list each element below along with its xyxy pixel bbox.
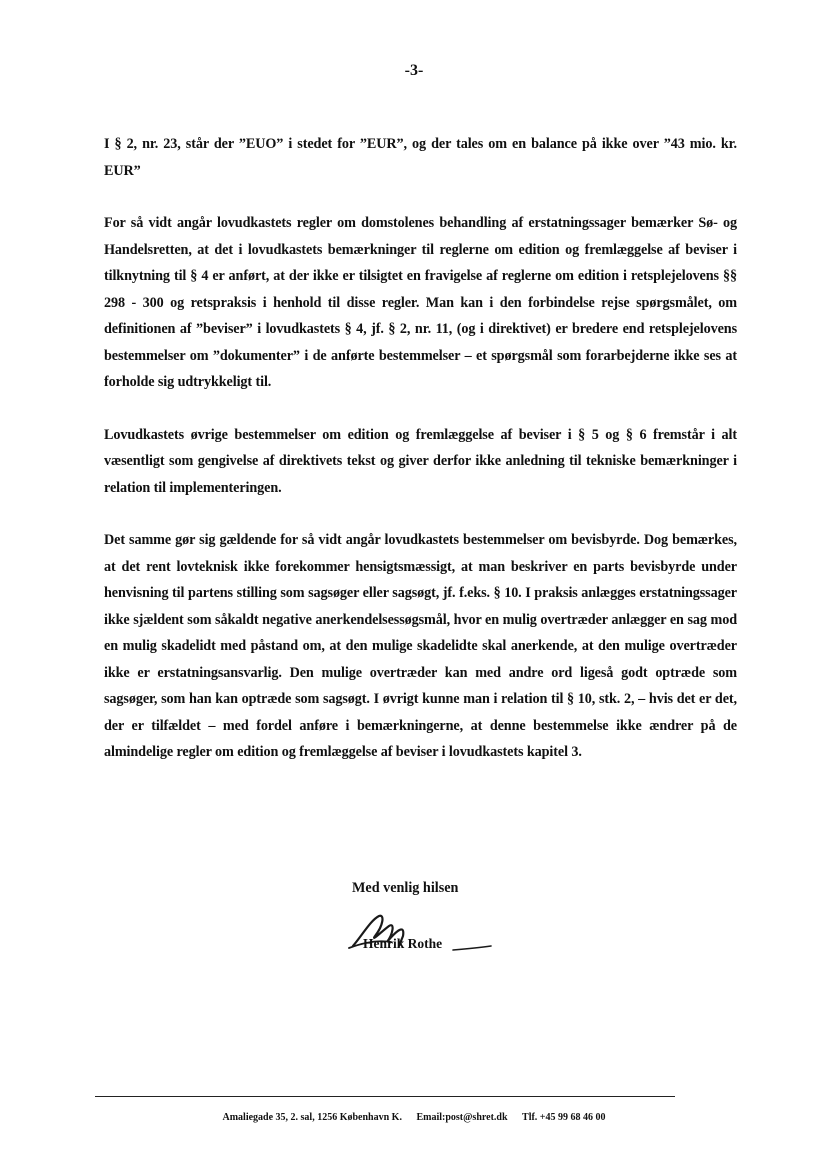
- footer-contact: [0, 1112, 828, 1123]
- footer-email: Email:post@shret.dk: [416, 1112, 508, 1123]
- signature-block: [345, 912, 495, 962]
- page-number: -3-: [404, 62, 424, 79]
- paragraph-4: Det samme gør sig gældende for så vidt angår lovudkastets bestemmelser om bevisbyrde. Dog bemærkes, at det rent lovteknisk ikke forekommer hensigtsmæssigt, at man beskriver en parts bevisbyrde under henvisning til partens stilling som sagsøger eller sagsøgt, jf. f.eks. § 10. I praksis anlægges erstatningssager ikke sjældent som såkaldt negative anerkendelsessøgsmål, hvor en mulig overtræder anlægger en sag mod en mulig skadelidt med påstand om, at den mulige skadelidte skal anerkende, at den mulige overtræder ikke er erstatningsansvarlig. Den mulige overtræder kan med andre ord ligeså godt optræde som sagsøger, som han kan optræde som sagsøgt. I øvrigt kunne man i relation til § 10, stk. 2, – hvis det er det, der er tilfældet – med fordel anføre i bemærkningerne, at denne bestemmelse ikke ændrer på de almindelige regler om edition og fremlæggelse af beviser i lovudkastets kapitel 3.: [104, 532, 737, 760]
- closing-greeting: Med venlig hilsen: [352, 880, 459, 896]
- letter-body: [104, 131, 737, 792]
- footer-phone: Tlf. +45 99 68 46 00: [522, 1112, 606, 1123]
- footer-divider: [95, 1096, 675, 1097]
- paragraph-1: I § 2, nr. 23, står der ”EUO” i stedet for ”EUR”, og der tales om en balance på ikke over ”43 mio. kr. EUR”: [104, 136, 737, 179]
- footer-address: Amaliegade 35, 2. sal, 1256 København K.: [222, 1112, 402, 1123]
- paragraph-2: For så vidt angår lovudkastets regler om domstolenes behandling af erstatningssager bemærker Sø- og Handelsretten, at det i lovudkastets bemærkninger til reglerne om edition og fremlæggelse af beviser i tilknytning til § 4 er anført, at der ikke er tilsigtet en fravigelse af reglerne om edition i retsplejelovens §§ 298 - 300 og retspraksis i henhold til disse regler. Man kan i den forbindelse rejse spørgsmålet, om definitionen af ”beviser” i lovudkastets § 4, jf. § 2, nr. 11, (og i direktivet) er bredere end retsplejelovens bestemmelser om ”dokumenter” i de anførte bestemmelser – et spørgsmål som forarbejderne ikke ses at forholde sig udtrykkeligt til.: [104, 215, 737, 390]
- paragraph-3: Lovudkastets øvrige bestemmelser om edition og fremlæggelse af beviser i § 5 og § 6 fremstår i alt væsentligt som gengivelse af direktivets tekst og giver derfor ikke anledning til tekniske bemærkninger i relation til implementeringen.: [104, 426, 737, 496]
- signer-name: Henrik Rothe: [363, 936, 443, 951]
